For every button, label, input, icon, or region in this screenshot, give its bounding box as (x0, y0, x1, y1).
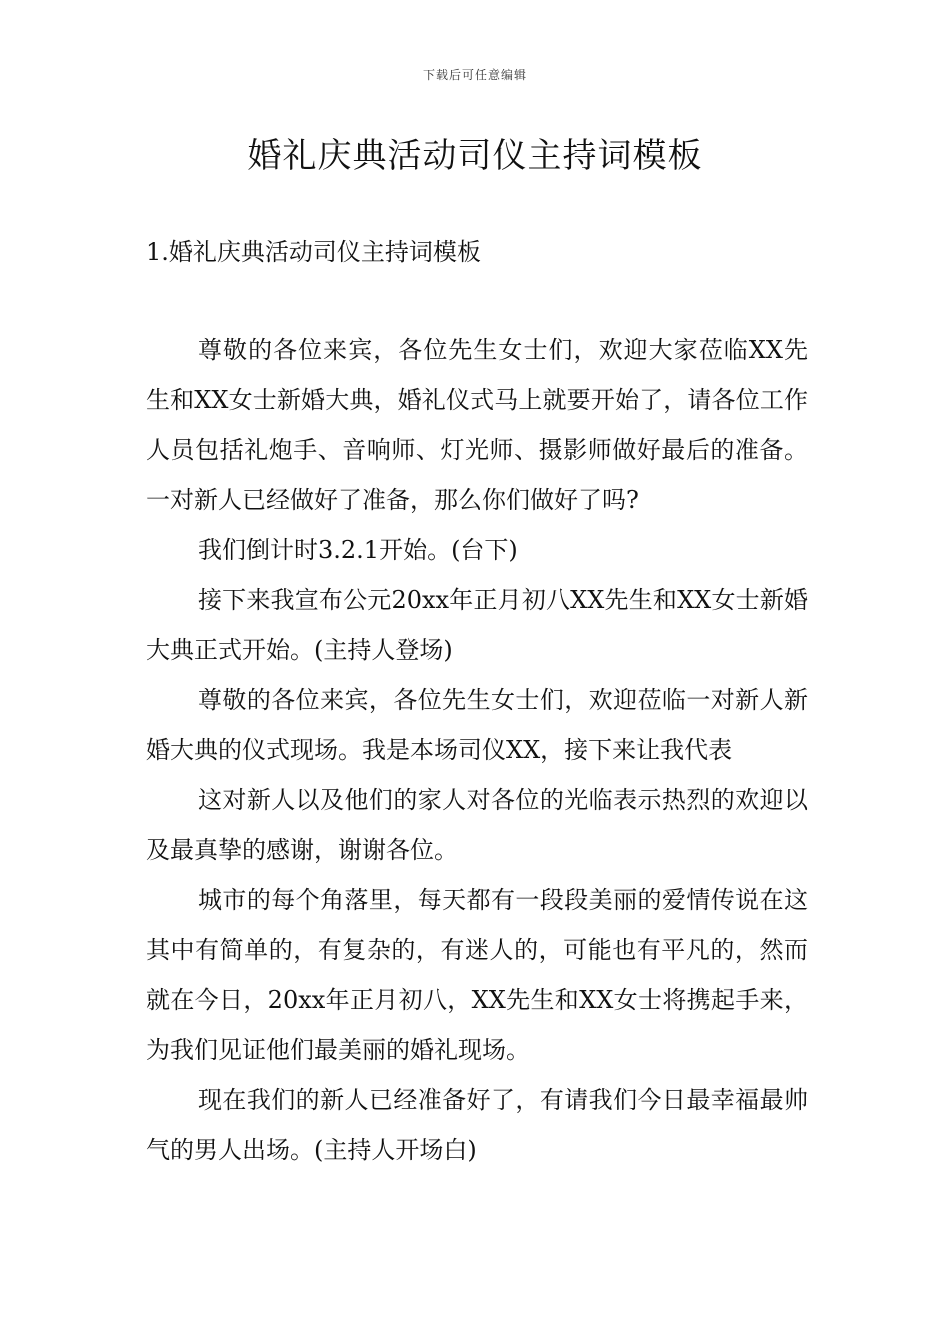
paragraph: 这对新人以及他们的家人对各位的光临表示热烈的欢迎以及最真挚的感谢，谢谢各位。 (146, 786, 808, 864)
paragraph: 现在我们的新人已经准备好了，有请我们今日最幸福最帅气的男人出场。(主持人开场白) (146, 1086, 808, 1164)
paragraph: 尊敬的各位来宾，各位先生女士们，欢迎大家莅临XX先生和XX女士新婚大典，婚礼仪式马上就要开始了，请各位工作人员包括礼炮手、音响师、灯光师、摄影师做好最后的准备。一对新人已经做好了准备，那么你们做好了吗? (146, 336, 808, 514)
section-heading: 1.婚礼庆典活动司仪主持词模板 (146, 238, 481, 266)
paragraph: 尊敬的各位来宾，各位先生女士们，欢迎莅临一对新人新婚大典的仪式现场。我是本场司仪XX，接下来让我代表 (146, 686, 808, 764)
paragraph: 接下来我宣布公元20xx年正月初八XX先生和XX女士新婚大典正式开始。(主持人登场) (146, 586, 808, 664)
document-body (146, 325, 808, 1175)
paragraph: 我们倒计时3.2.1开始。(台下) (198, 536, 518, 564)
document-title: 婚礼庆典活动司仪主持词模板 (247, 136, 703, 176)
paragraph: 城市的每个角落里，每天都有一段段美丽的爱情传说在这其中有简单的，有复杂的，有迷人的，可能也有平凡的，然而就在今日，20xx年正月初八，XX先生和XX女士将携起手来，为我们见证他们最美丽的婚礼现场。 (146, 886, 808, 1064)
header-note: 下载后可任意编辑 (422, 68, 527, 82)
